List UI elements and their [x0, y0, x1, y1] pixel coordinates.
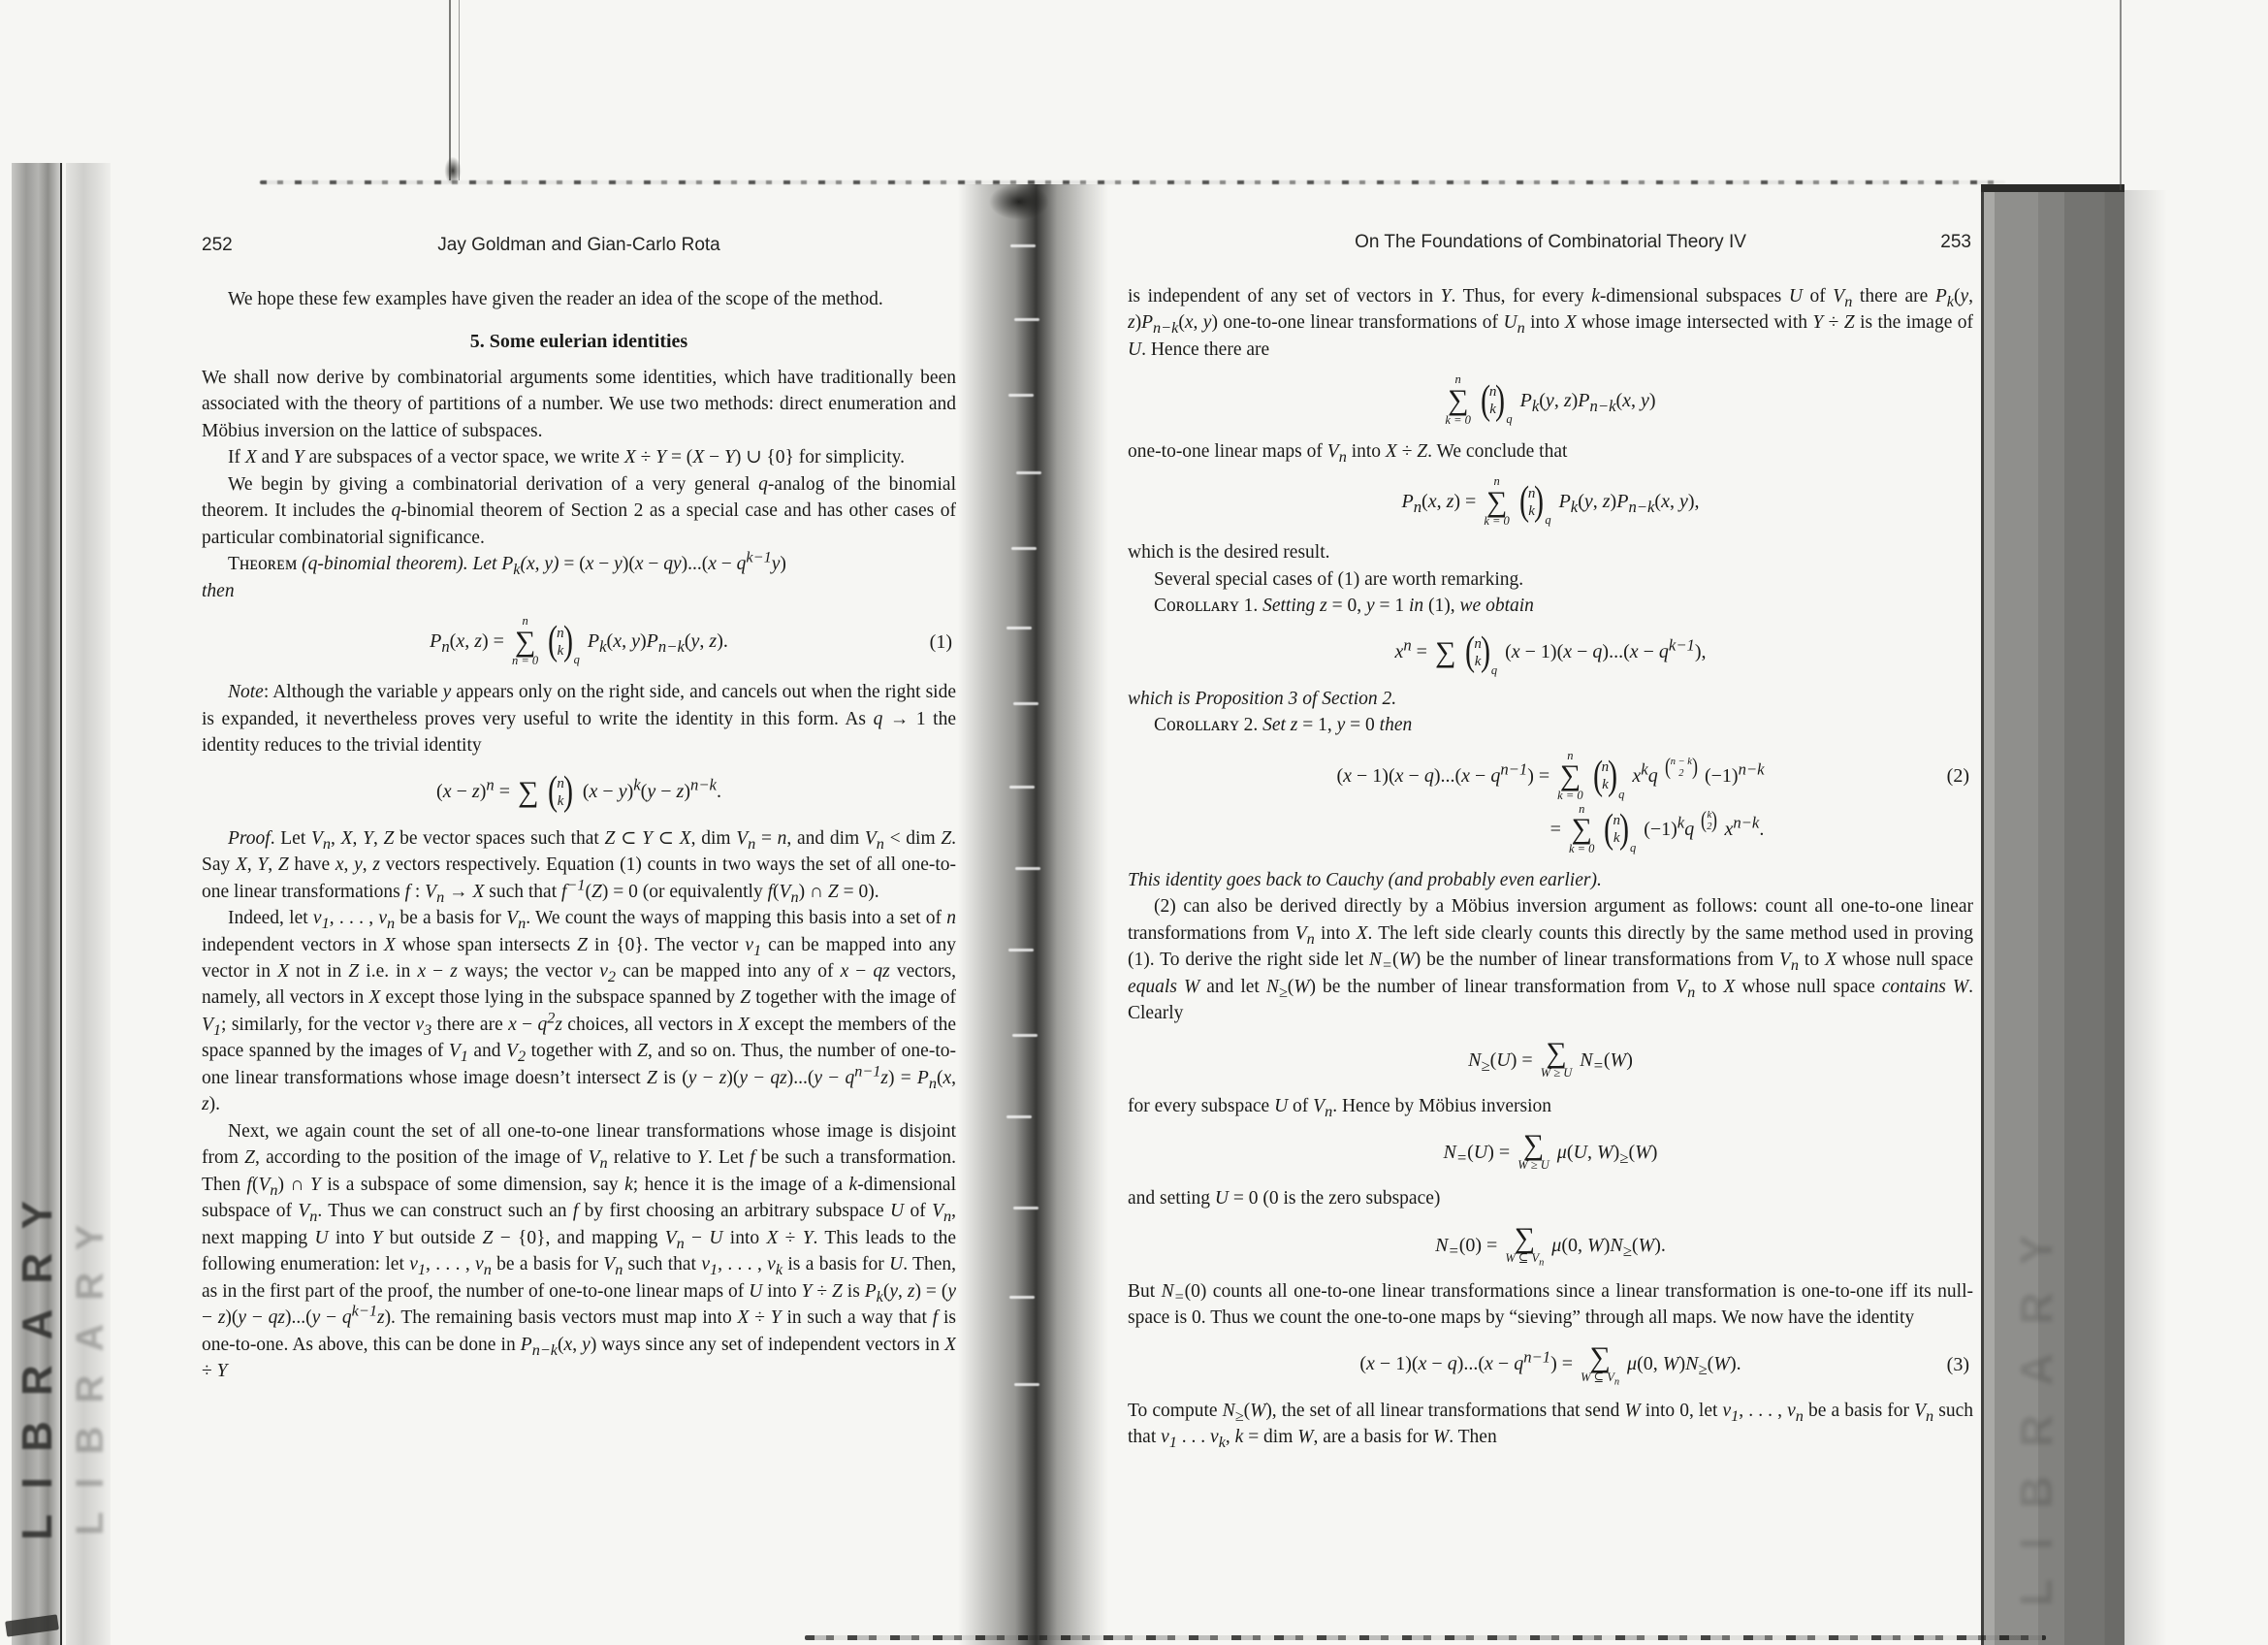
binomial-stack	[1671, 757, 1692, 780]
formula-text: $N_=(0)$ =	[1435, 1234, 1498, 1260]
binomial-coefficient	[1517, 479, 1551, 528]
binding-stitch-mark	[1008, 949, 1034, 952]
binding-stitch-mark	[1014, 1383, 1039, 1386]
section-heading: 5. Some eulerian identities	[469, 331, 688, 353]
formula-text: =	[1549, 819, 1561, 841]
close-paren: )	[562, 769, 573, 815]
page-edges-strip	[66, 163, 111, 1645]
paragraph: then	[202, 580, 235, 601]
formula-row	[1128, 1038, 1973, 1082]
book-edge-right-band	[1981, 190, 2124, 1645]
formula-text: $P_k(y$, $z)P_{n-k}(x$, y),	[1558, 491, 1700, 517]
sigma-glyph: ∑	[1546, 1036, 1567, 1069]
binomial-bottom: k	[557, 792, 564, 809]
formula-row	[1128, 1223, 1973, 1268]
right-page-header	[1128, 232, 1973, 253]
summation-symbol	[1434, 635, 1456, 668]
open-paren: (	[1480, 377, 1490, 423]
formula-text: $x^kq$	[1632, 759, 1658, 787]
sum-upper-limit: n	[1493, 474, 1500, 489]
binomial-bottom: k	[557, 642, 564, 659]
summation-symbol	[1540, 1036, 1573, 1080]
formula-text: μ(U, $W)_\ge(W)$	[1556, 1142, 1658, 1168]
binomial-bottom: 2	[1707, 822, 1712, 833]
left-page-text-column	[202, 286, 956, 1562]
binomial-bottom: k	[1489, 402, 1496, 417]
library-stamp-text: LIBRARY	[14, 1176, 61, 1540]
formula-text: $N_=(W)$	[1580, 1048, 1633, 1075]
formula-text: $N_\ge(U)$ =	[1468, 1048, 1533, 1075]
close-paren: )	[1608, 753, 1618, 798]
gaussian-q-subscript: q	[573, 653, 580, 667]
display-formula	[1128, 1038, 1973, 1082]
close-paren: )	[1618, 806, 1629, 852]
paragraph: one-to-one linear maps of $V_n$ into X ÷ Z. We conclude that	[1128, 440, 1568, 466]
sum-upper-limit: n	[1579, 801, 1585, 816]
paragraph: We begin by giving a combinatorial derivation of a very general q-analog of the binomial theorem. It includes the q-binomial theorem of Section 2 as a special case and has other cases of particular combinatorial significance.	[202, 473, 956, 548]
page-top-edge-speckle	[260, 180, 2005, 184]
binomial-coefficient	[1479, 377, 1513, 426]
paragraph: We hope these few examples have given the reader an idea of the scope of the method.	[228, 289, 883, 309]
binomial-coefficient	[1591, 753, 1625, 801]
sigma-glyph: ∑	[514, 625, 536, 658]
gaussian-q-subscript: q	[1490, 663, 1498, 678]
book-gutter-shadow	[958, 184, 1108, 1645]
open-paren: (	[1701, 808, 1708, 834]
summation-symbol	[512, 615, 538, 668]
binding-stitch-mark	[1015, 867, 1040, 870]
sum-lower-limit: k = 0	[1557, 788, 1583, 802]
close-paren: )	[1711, 808, 1718, 834]
binomial-top: k	[1707, 810, 1712, 822]
formula-text: $x^n$ =	[1394, 635, 1427, 663]
binomial-coefficient	[546, 769, 575, 815]
display-formula	[1128, 629, 1973, 678]
gutter-top-ink-blob	[977, 177, 1061, 227]
binomial-top: n − k	[1670, 757, 1692, 768]
formula-text: $P_k(x$, $y)P_{n-k}(y$, z).	[587, 630, 728, 657]
sum-lower-limit: k = 0	[1568, 841, 1595, 855]
close-paren: )	[562, 619, 573, 664]
sigma-glyph: ∑	[517, 775, 539, 808]
formula-text: $(x - 1)(x - q)...(x - q^{n-1})$ =	[1336, 759, 1550, 787]
binomial-top: n	[557, 625, 564, 641]
library-stamp-showthrough: LIBRARY	[2011, 1206, 2061, 1606]
binomial-bottom: k	[1602, 777, 1609, 793]
book-edge-shadow	[2124, 190, 2167, 1645]
paragraph: for every subspace U of $V_n$. Hence by Möbius inversion	[1128, 1095, 1552, 1120]
close-paren: )	[1480, 629, 1490, 675]
summation-symbol	[1445, 373, 1470, 427]
paragraph: which is Proposition 3 of Section 2.	[1128, 688, 1397, 709]
paragraph: Cᴏʀᴏʟʟᴀʀʏ 1. Setting z = 0, y = 1 in (1), we obtain	[1154, 596, 1534, 617]
open-paren: (	[1664, 755, 1671, 781]
display-formula	[1128, 475, 1973, 529]
display-formula	[1128, 1223, 1973, 1268]
page-number-right: 253	[1940, 232, 1971, 252]
binding-stitch-mark	[1012, 1034, 1038, 1037]
binomial-coefficient	[1700, 810, 1718, 833]
equation-number: (2)	[1946, 765, 1969, 787]
close-paren: )	[1534, 479, 1545, 525]
running-head-right: On The Foundations of Combinatorial Theory IV	[1355, 232, 1746, 252]
running-head-left: Jay Goldman and Gian-Carlo Rota	[437, 235, 720, 255]
sigma-glyph: ∑	[1485, 485, 1508, 518]
binding-stitch-mark	[1010, 244, 1036, 247]
paragraph: Next, we again count the set of all one-to-one linear transformations whose image is disjoint from Z, according to the position of the image of $V_n$ relative to Y. Let f be such a transformation. Then $f(V_n)$ ∩ Y is a subspace of some dimension, say k; hence it is the image of a k-dimensional subspace of $V_n$. Thus we can construct such an f by first choosing an arbitrary subspace U of $V_n$, next mapping U into Y but outside Z − {0}, and mapping $V_n - U$ into X ÷ Y. This leads to the following enumeration: let $v_1$, . . . , $v_n$ be a basis for $V_n$ such that $v_1$, . . . , $v_k$ is a basis for U. Then, as in the first part of the proof, the number of one-to-one linear maps of U into Y ÷ Z is $P_k(y$, $z) = (y - z)(y - qz)...(y - q^{k-1}z)$. The remaining basis vectors must map into X ÷ Y in such a way that f is one-to-one. As above, this can be done in $P_{n-k}(x$, y) ways since any set of independent vectors in X ÷ Y	[202, 1120, 956, 1382]
formula-text: $(x - 1)(x - q)...(x - q^{n-1})$ =	[1359, 1347, 1574, 1375]
sigma-glyph: ∑	[1571, 813, 1592, 846]
binomial-coefficient	[1602, 806, 1637, 855]
open-paren: (	[1604, 806, 1614, 852]
formula-text: $N_=(U)$ =	[1443, 1142, 1511, 1168]
paragraph: We shall now derive by combinatorial arguments some identities, which have traditionally been associated with the theory of partitions of a number. We use two methods: direct enumeration and Möbius inversion on the lattice of subspaces.	[202, 367, 956, 441]
paragraph: and setting U = 0 (0 is the zero subspace)	[1128, 1188, 1441, 1210]
binomial-bottom: k	[1528, 502, 1535, 519]
display-formula	[1128, 750, 1973, 856]
formula-text: $(-1)^kq$	[1644, 813, 1695, 841]
binomial-top: n	[1474, 635, 1482, 652]
formula-text: μ(0, $W)N_\ge(W)$.	[1627, 1353, 1741, 1379]
sigma-glyph: ∑	[1559, 759, 1581, 792]
display-formula	[202, 615, 956, 668]
binding-stitch-mark	[1009, 1296, 1035, 1299]
sigma-glyph: ∑	[1514, 1221, 1535, 1254]
summation-symbol	[1557, 750, 1582, 803]
formula-row	[1234, 803, 1973, 856]
sum-lower-limit: n = 0	[511, 654, 539, 668]
formula-row	[202, 770, 956, 815]
paragraph: is independent of any set of vectors in Y. Thus, for every k-dimensional subspaces U of $V_n$ there are $P_k(y$, $z)P_{n-k}(x$, y) one-to-one linear transformations of $U_n$ into X whose image intersected with Y ÷ Z is the image of U. Hence there are	[1128, 286, 1973, 360]
binomial-bottom: k	[1474, 653, 1482, 669]
page-number-left: 252	[202, 235, 233, 255]
formula-text: $(-1)^{n-k}$	[1704, 759, 1765, 787]
binding-stitch-mark	[1009, 786, 1035, 789]
binding-stitch-mark	[1013, 1207, 1038, 1210]
formula-row	[1128, 1130, 1973, 1175]
paragraph: Cᴏʀᴏʟʟᴀʀʏ 2. Set z = 1, y = 0 then	[1154, 715, 1413, 736]
sum-lower-limit: k = 0	[1445, 412, 1471, 427]
binomial-top: n	[1613, 813, 1620, 829]
close-paren: )	[1495, 377, 1506, 423]
summation-symbol	[1581, 1340, 1620, 1387]
gaussian-q-subscript: q	[1618, 787, 1625, 801]
paragraph: (2) can also be derived directly by a Möbius inversion argument as follows: count all one-to-one linear transformations from $V_n$ into X. The left side clearly counts this directly by the same method used in proving (1). To derive the right side let $N_=(W)$ be the number of linear transformations from $V_n$ to X whose null space equals W and let $N_\ge(W)$ be the number of linear transformation from $V_n$ to X whose null space contains W. Clearly	[1128, 896, 1973, 1024]
left-page-header	[202, 235, 956, 256]
summation-symbol	[1505, 1221, 1545, 1269]
open-paren: (	[1518, 479, 1529, 525]
formula-text: μ(0, $W)N_\ge(W)$.	[1551, 1234, 1666, 1260]
binding-stitch-mark	[1016, 471, 1041, 474]
paragraph: Tʜᴇᴏʀᴇᴍ (q-binomial theorem). Let $P_k(x$, $y) = (x - y)(x - qy)...(x - q^{k-1}y)$	[228, 548, 786, 578]
binomial-coefficient	[546, 619, 580, 667]
scan-edge-line	[2120, 0, 2122, 190]
binding-stitch-mark	[1008, 394, 1034, 397]
formula-text: $P_n(x$, z) =	[430, 630, 504, 657]
page-bottom-edge-line	[805, 1635, 2046, 1640]
paragraph: To compute $N_\ge(W)$, the set of all linear transformations that send W into 0, let $v_1$, . . . , $v_n$ be a basis for $V_n$ such that $v_1$ . . . $v_k$, k = dim W, are a basis for W. Then	[1128, 1400, 1973, 1451]
binding-stitch-mark	[1011, 547, 1037, 550]
formula-row	[1128, 475, 1973, 529]
open-paren: (	[1465, 629, 1476, 675]
formula-text: $P_k(y$, $z)P_{n-k}(x$, y)	[1519, 389, 1656, 415]
binomial-top: n	[1601, 759, 1610, 776]
close-paren: )	[1691, 755, 1698, 781]
binding-stitch-mark	[1013, 702, 1038, 705]
library-stamp-echo: LIBRARY	[69, 1201, 112, 1535]
sum-lower-limit: W ≥ U	[1517, 1158, 1549, 1173]
summation-symbol	[1569, 803, 1594, 856]
binding-stitch-mark	[1006, 1115, 1032, 1118]
paragraph: Proof. Let $V_n$, X, Y, Z be vector spaces such that Z ⊂ Y ⊂ X, dim $V_n = n$, and dim $V_n$ < dim Z. Say X, Y, Z have x, y, z vectors respectively. Equation (1) counts in two ways the set of all one-to-one linear transformations f : $V_n \to X$ such that $f^{-1}(Z) = 0$ (or equivalently $f(V_n)$ ∩ Z = 0).	[202, 827, 956, 906]
sum-upper-limit: n	[1567, 748, 1574, 762]
formula-row	[202, 615, 956, 668]
display-formula	[202, 770, 956, 815]
summation-symbol	[1484, 475, 1509, 529]
book-edge-top-cap	[1981, 184, 2124, 192]
formula-text: $(x - z)^n$ =	[436, 775, 510, 803]
sum-lower-limit: W ⊆ $V_n$	[1581, 1370, 1620, 1387]
sigma-glyph: ∑	[1589, 1340, 1611, 1373]
open-paren: (	[548, 769, 559, 815]
summation-symbol	[1517, 1129, 1549, 1173]
sum-upper-limit: n	[522, 614, 528, 629]
summation-symbol	[517, 775, 539, 808]
binomial-coefficient	[1463, 629, 1498, 678]
binding-stitch-mark	[1014, 318, 1039, 321]
right-page-text-column	[1128, 283, 1973, 1564]
paragraph: which is the desired result.	[1128, 542, 1330, 564]
sum-lower-limit: W ⊆ $V_n$	[1505, 1250, 1545, 1269]
formula-text: $(x - 1)(x - q)...(x - q^{k-1})$,	[1505, 635, 1707, 663]
formula-text: $P_n(x$, z) =	[1401, 491, 1477, 517]
open-paren: (	[1592, 753, 1603, 798]
paragraph: But $N_=(0)$ counts all one-to-one linear transformations since a linear transformation is one-to-one iff its null-space is 0. Thus we count the one-to-one maps by “sieving” through all maps. We now have the identity	[1128, 1280, 1973, 1329]
formula-text: $(x - y)^k(y - z)^{n-k}$.	[582, 775, 721, 803]
formula-row	[1128, 750, 1973, 803]
sigma-glyph: ∑	[1522, 1129, 1545, 1162]
open-paren: (	[548, 619, 559, 664]
binomial-bottom: 2	[1678, 768, 1684, 780]
paragraph: Several special cases of (1) are worth remarking.	[1154, 568, 1524, 590]
gaussian-q-subscript: q	[1629, 840, 1637, 855]
paragraph: Note: Although the variable y appears only on the right side, and cancels out when the right side is expanded, it nevertheless proves very useful to write the identity in this form. As q → 1 the identity reduces to the trivial identity	[202, 682, 956, 757]
formula-row	[1128, 1342, 1973, 1387]
sum-upper-limit: n	[1454, 372, 1461, 387]
equation-number: (3)	[1946, 1353, 1969, 1375]
gaussian-q-subscript: q	[1545, 513, 1551, 528]
binomial-top: n	[557, 775, 564, 791]
paragraph: Indeed, let $v_1$, . . . , $v_n$ be a basis for $V_n$. We count the ways of mapping this basis into a set of n independent vectors in X whose span intersects Z in {0}. The vector $v_1$ can be mapped into any vector in X not in Z i.e. in x − z ways; the vector $v_2$ can be mapped into any of x − qz vectors, namely, all vectors in X except those lying in the subspace spanned by Z together with the image of $V_1$; similarly, for the vector $v_3$ there are $x - q^2z$ choices, all vectors in X except the members of the space spanned by the images of $V_1$ and $V_2$ together with Z, and so on. Thus, the number of one-to-one linear transformations whose image doesn’t intersect Z is $(y - z)(y - qz)...(y - q^{n-1}z) = P_n(x$, z).	[202, 908, 956, 1115]
sum-lower-limit: k = 0	[1484, 514, 1510, 529]
binomial-coefficient	[1664, 757, 1699, 780]
formula-text: $x^{n-k}$.	[1724, 813, 1765, 841]
scan-ink-blob	[441, 151, 464, 190]
equation-number: (1)	[929, 630, 952, 653]
gaussian-q-subscript: q	[1506, 411, 1513, 426]
book-fore-edge-strip	[12, 163, 62, 1645]
binomial-top: n	[1488, 384, 1497, 400]
sigma-glyph: ∑	[1447, 384, 1469, 417]
display-formula	[1128, 1342, 1973, 1387]
binding-stitch-mark	[1006, 627, 1032, 629]
paragraph: This identity goes back to Cauchy (and probably even earlier).	[1128, 869, 1602, 890]
formula-row	[1128, 629, 1973, 678]
sum-lower-limit: W ≥ U	[1540, 1065, 1573, 1080]
formula-row	[1128, 373, 1973, 427]
paragraph: If X and Y are subspaces of a vector space, we write X ÷ Y = (X − Y) ∪ {0} for simplicity.	[228, 447, 905, 468]
display-formula	[1128, 1130, 1973, 1175]
display-formula	[1128, 373, 1973, 427]
binomial-bottom: k	[1613, 830, 1620, 847]
binomial-top: n	[1527, 485, 1536, 501]
sigma-glyph: ∑	[1434, 635, 1456, 668]
